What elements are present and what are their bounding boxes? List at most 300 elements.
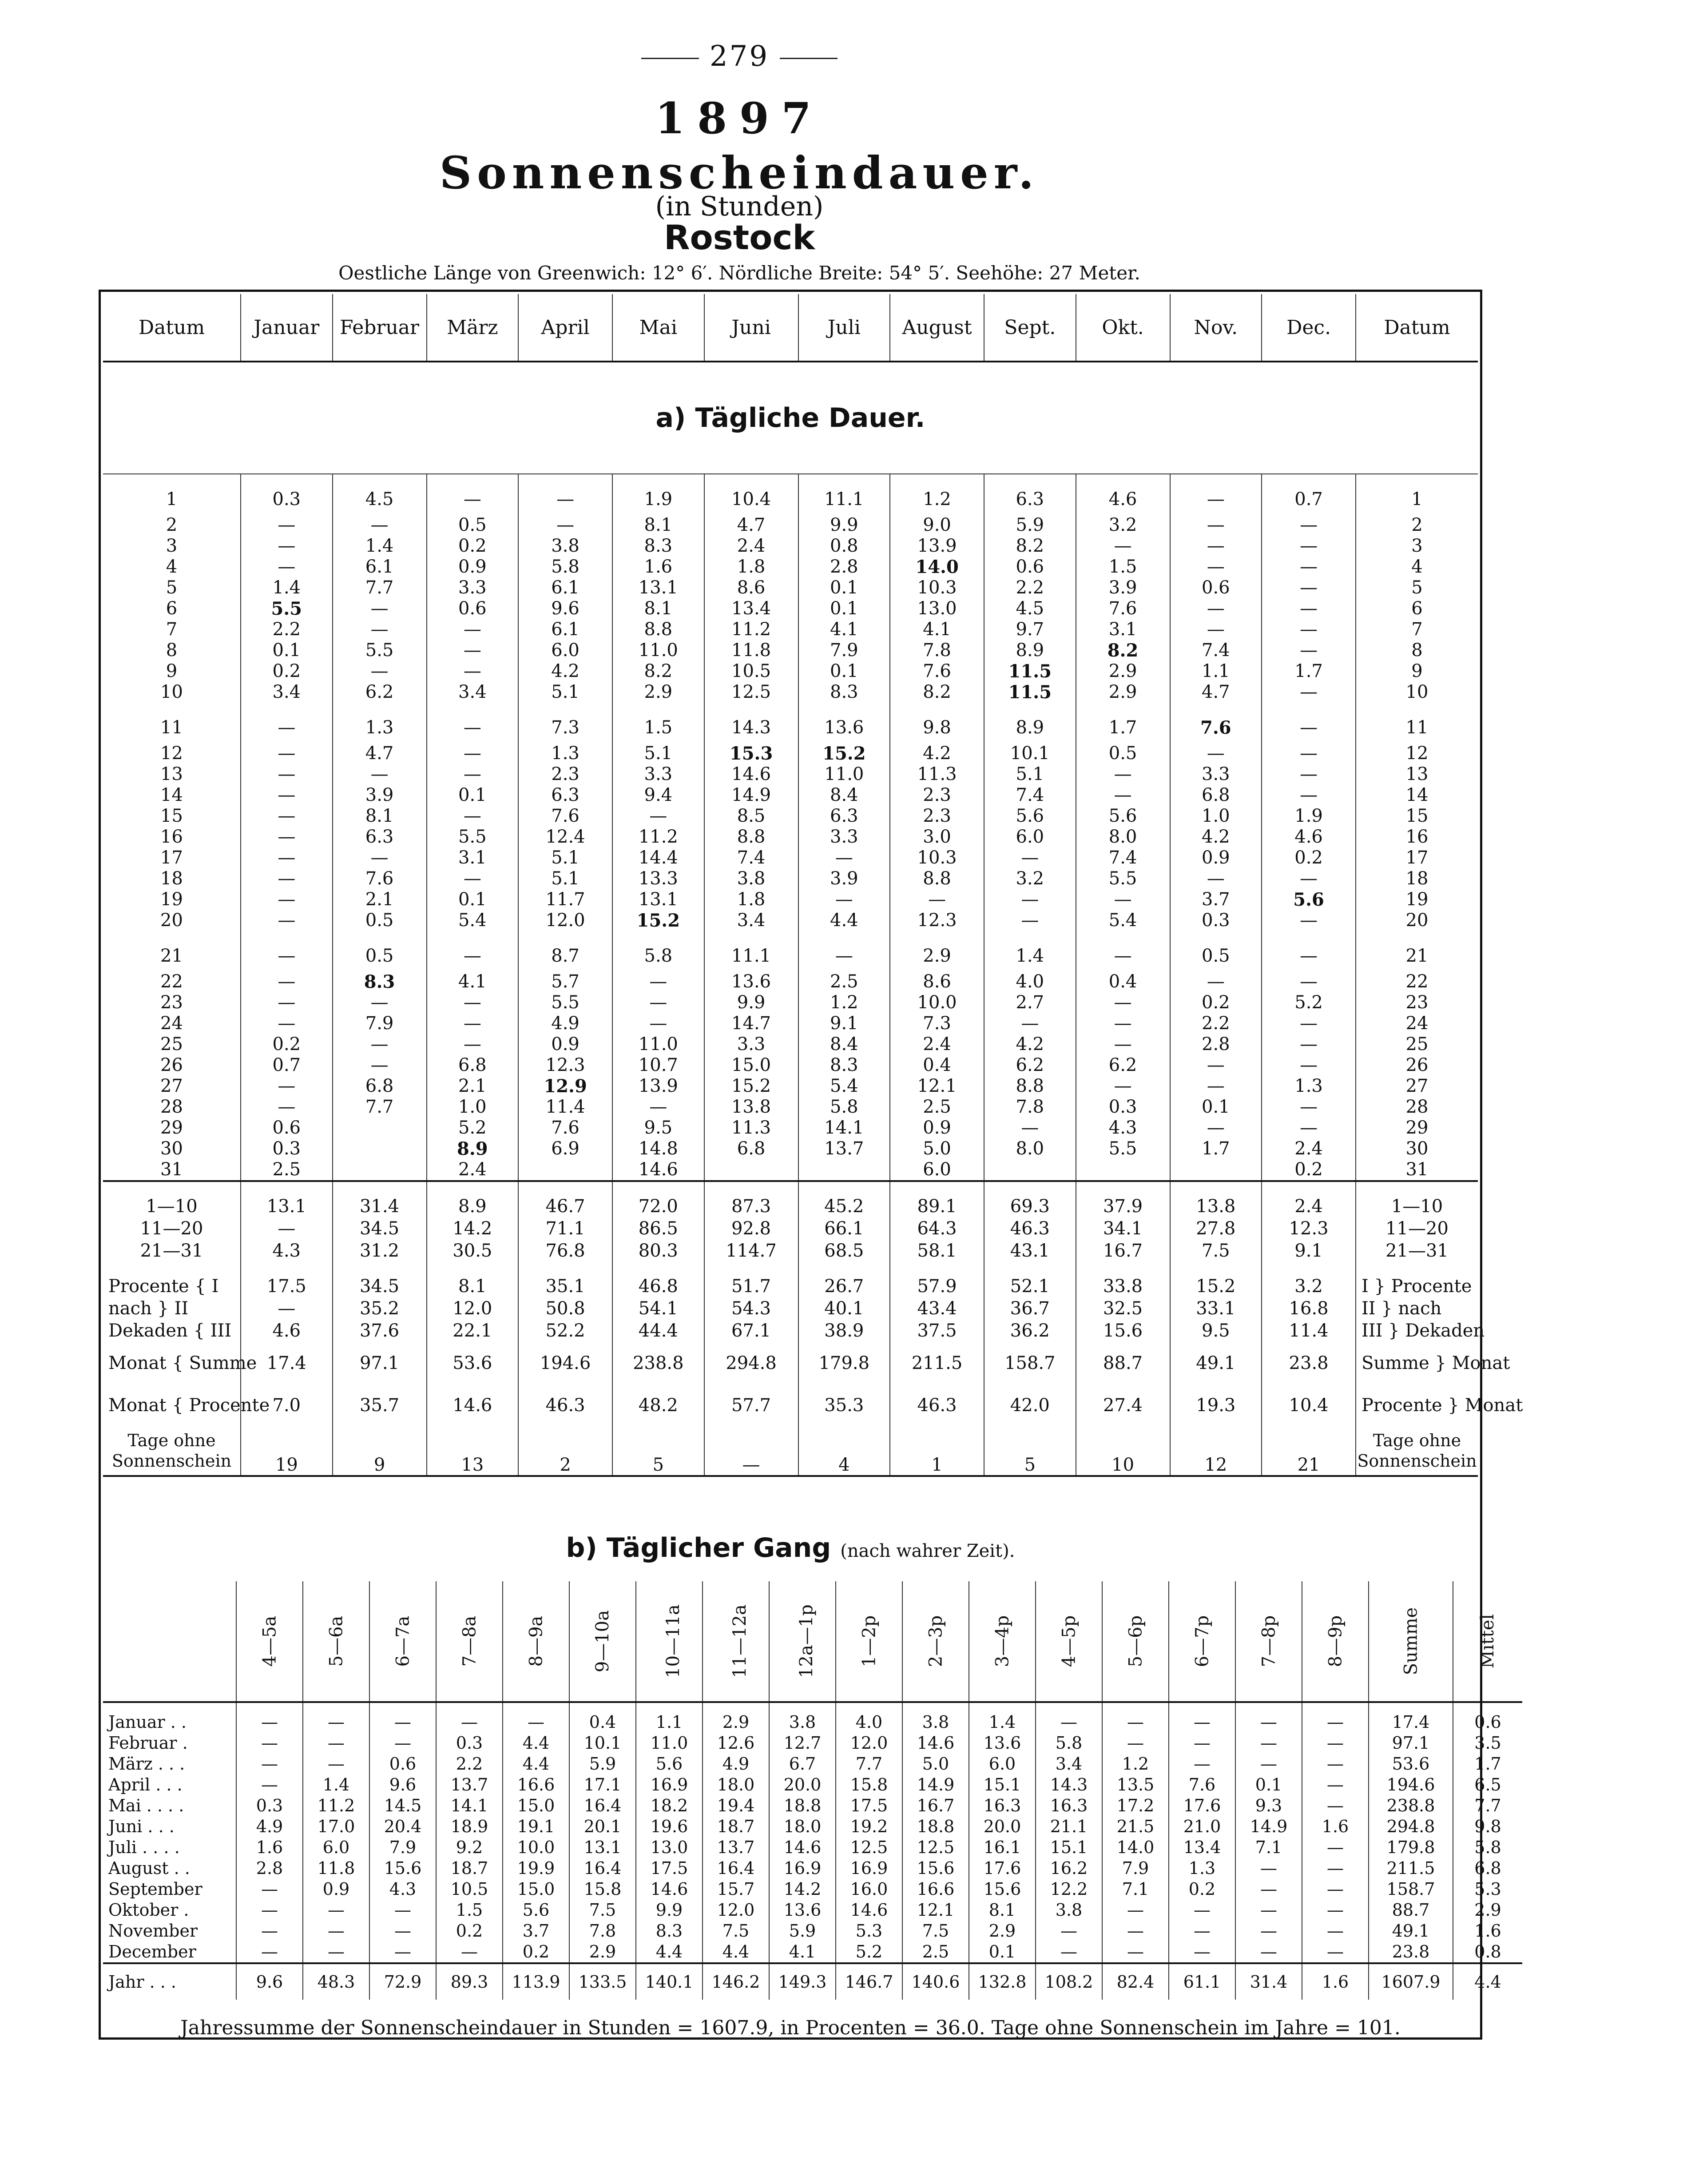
day-value: 3.4: [704, 910, 798, 931]
hourly-value: —: [1235, 1754, 1302, 1774]
hourly-value: —: [1302, 1754, 1369, 1774]
day-value: —: [427, 703, 519, 743]
hour-column-header: [1302, 1581, 1369, 1702]
monthly-sum: 53.6: [427, 1342, 519, 1384]
hourly-mean: 2.9: [1453, 1900, 1522, 1921]
hourly-sum: 17.4: [1369, 1702, 1453, 1733]
hourly-value: 17.6: [969, 1858, 1036, 1879]
decade-sum: 72.0: [612, 1181, 704, 1217]
hourly-month-row: [103, 1900, 1522, 1921]
day-row: [103, 992, 1478, 1013]
day-value: 1.7: [1076, 703, 1170, 743]
day-value: 1.7: [1170, 1138, 1262, 1159]
mittel-label: Mittel: [1477, 1614, 1498, 1669]
hourly-year-value: 31.4: [1235, 1963, 1302, 2000]
decade-sum: 66.1: [798, 1217, 890, 1240]
day-value: 12.0: [518, 910, 612, 931]
hourly-value: 7.8: [569, 1921, 636, 1941]
day-value: 4.1: [890, 619, 984, 640]
decade-percent: 15.6: [1076, 1320, 1170, 1342]
day-value: 14.3: [704, 703, 798, 743]
day-value: 10.4: [704, 474, 798, 515]
monthly-sum: 158.7: [984, 1342, 1076, 1384]
decade-percent: 34.5: [333, 1262, 427, 1297]
day-value: 8.1: [333, 806, 427, 827]
decade-percent: 26.7: [798, 1262, 890, 1297]
day-value: —: [241, 868, 333, 889]
hourly-year-value: 48.3: [303, 1963, 369, 2000]
decade-sum: 76.8: [518, 1240, 612, 1262]
hour-column-header: [1036, 1581, 1102, 1702]
day-value: —: [333, 847, 427, 868]
hourly-month-label: November: [108, 1921, 198, 1941]
hourly-value: 11.8: [303, 1858, 369, 1879]
day-value: 6.8: [704, 1138, 798, 1159]
hourly-value: 0.4: [569, 1702, 636, 1733]
day-number-right: 30: [1356, 1138, 1478, 1159]
hourly-year-value: 1607.9: [1369, 1963, 1453, 2000]
day-value: 3.4: [241, 682, 333, 703]
day-value: 6.2: [333, 682, 427, 703]
decade-sum: 80.3: [612, 1240, 704, 1262]
day-value: 8.4: [798, 785, 890, 806]
decade-percent: 36.2: [984, 1320, 1076, 1342]
hour-column-header: [1169, 1581, 1235, 1702]
hourly-value: 14.5: [369, 1795, 436, 1816]
hourly-value: 16.9: [836, 1858, 902, 1879]
day-value: —: [1170, 868, 1262, 889]
day-value: —: [1170, 1118, 1262, 1138]
hourly-sum: 238.8: [1369, 1795, 1453, 1816]
hourly-month-row: [103, 1774, 1522, 1795]
day-value: 2.2: [984, 577, 1076, 598]
day-value: 3.9: [798, 868, 890, 889]
day-value: —: [241, 931, 333, 971]
day-value: 7.7: [333, 1097, 427, 1118]
day-value: 0.6: [241, 1118, 333, 1138]
hour-label: 5—6p: [1125, 1615, 1146, 1667]
day-value: [333, 1138, 427, 1159]
day-value: —: [1262, 1055, 1356, 1076]
day-value: 5.8: [612, 931, 704, 971]
day-value: 3.3: [1170, 764, 1262, 785]
day-value: —: [427, 1034, 519, 1055]
day-value: 0.9: [427, 557, 519, 577]
day-value: 1.9: [612, 474, 704, 515]
day-value: 9.1: [798, 1013, 890, 1034]
day-value: [333, 1159, 427, 1181]
decade-sum: 34.5: [333, 1217, 427, 1240]
column-header-month: Okt.: [1076, 294, 1170, 362]
hour-column-header: [236, 1581, 303, 1702]
day-value: 10.1: [984, 743, 1076, 764]
decade-sum: 12.3: [1262, 1217, 1356, 1240]
hourly-year-value: 9.6: [236, 1963, 303, 2000]
hourly-value: 7.5: [703, 1921, 769, 1941]
decade-sum: 46.7: [518, 1181, 612, 1217]
day-value: 11.4: [518, 1097, 612, 1118]
day-number-right: 4: [1356, 557, 1478, 577]
decade-percent: 54.1: [612, 1297, 704, 1320]
day-number: 10: [160, 682, 183, 702]
day-number: 15: [160, 806, 183, 826]
day-value: 0.3: [1076, 1097, 1170, 1118]
day-value: 13.0: [890, 598, 984, 619]
day-value: 8.8: [984, 1076, 1076, 1097]
day-value: 12.5: [704, 682, 798, 703]
day-value: 3.3: [427, 577, 519, 598]
hourly-value: 4.0: [836, 1702, 902, 1733]
day-number-right: 6: [1356, 598, 1478, 619]
hourly-value: 12.0: [703, 1900, 769, 1921]
day-value: 0.1: [427, 785, 519, 806]
days-without-sun: 9: [333, 1426, 427, 1476]
day-value: 5.4: [1076, 910, 1170, 931]
decade-percent: 52.1: [984, 1262, 1076, 1297]
day-value: 6.1: [518, 577, 612, 598]
hourly-value: 16.3: [969, 1795, 1036, 1816]
decade-label: 21—31: [1356, 1240, 1478, 1262]
day-value: 1.8: [704, 889, 798, 910]
hourly-value: 3.8: [902, 1702, 969, 1733]
day-value: —: [1170, 619, 1262, 640]
day-value: 12.4: [518, 827, 612, 847]
hourly-value: 4.4: [636, 1941, 703, 1963]
summe-label: Summe: [1400, 1607, 1421, 1675]
hourly-value: —: [303, 1921, 369, 1941]
day-value: 9.7: [984, 619, 1076, 640]
day-value: —: [1076, 1076, 1170, 1097]
day-value: 2.3: [890, 785, 984, 806]
day-value: —: [1262, 971, 1356, 992]
day-value: 1.8: [704, 557, 798, 577]
hour-column-header: [436, 1581, 503, 1702]
day-value: —: [518, 515, 612, 536]
percent-label-right: III } Dekaden: [1356, 1320, 1478, 1342]
column-header-month: August: [890, 294, 984, 362]
hour-column-header: [836, 1581, 902, 1702]
day-value: 0.9: [1170, 847, 1262, 868]
hourly-value: —: [1169, 1900, 1235, 1921]
hourly-value: 13.6: [969, 1733, 1036, 1754]
day-value: 7.6: [333, 868, 427, 889]
day-value: —: [984, 847, 1076, 868]
day-value: 15.2: [612, 910, 704, 931]
hourly-value: 14.6: [836, 1900, 902, 1921]
day-value: 11.2: [612, 827, 704, 847]
hourly-value: —: [369, 1733, 436, 1754]
monthly-sum-label-right: Summe } Monat: [1356, 1342, 1478, 1384]
day-number-right: 15: [1356, 806, 1478, 827]
day-value: 8.3: [333, 971, 427, 992]
day-row: [103, 682, 1478, 703]
day-value: —: [1170, 971, 1262, 992]
day-number: 23: [160, 992, 183, 1013]
day-value: 5.1: [612, 743, 704, 764]
hourly-value: —: [236, 1733, 303, 1754]
day-value: —: [241, 847, 333, 868]
hourly-value: —: [303, 1702, 369, 1733]
day-value: 4.3: [1076, 1118, 1170, 1138]
hourly-value: 18.2: [636, 1795, 703, 1816]
day-number-right: 23: [1356, 992, 1478, 1013]
day-value: 2.5: [890, 1097, 984, 1118]
hourly-mean: 6.8: [1453, 1858, 1522, 1879]
hourly-value: 19.4: [703, 1795, 769, 1816]
hourly-value: 7.1: [1235, 1837, 1302, 1858]
day-number-right: 20: [1356, 910, 1478, 931]
day-value: 4.5: [333, 474, 427, 515]
hourly-value: 3.8: [1036, 1900, 1102, 1921]
page-title: Sonnenscheindauer.: [439, 147, 1040, 199]
day-value: —: [1262, 577, 1356, 598]
hourly-value: 16.9: [769, 1858, 836, 1879]
day-value: 14.6: [704, 764, 798, 785]
day-value: 0.1: [798, 661, 890, 682]
hourly-value: 16.6: [503, 1774, 569, 1795]
day-value: 15.2: [798, 743, 890, 764]
day-value: 0.2: [427, 536, 519, 557]
hourly-value: 12.2: [1036, 1879, 1102, 1900]
decade-percent: 16.8: [1262, 1297, 1356, 1320]
hourly-value: 6.7: [769, 1754, 836, 1774]
day-value: 5.8: [798, 1097, 890, 1118]
hourly-value: 14.6: [902, 1733, 969, 1754]
day-row: [103, 785, 1478, 806]
day-value: 12.9: [518, 1076, 612, 1097]
day-value: 0.3: [241, 474, 333, 515]
hourly-value: 10.5: [436, 1879, 503, 1900]
hour-column-header: [769, 1581, 836, 1702]
hourly-value: —: [369, 1900, 436, 1921]
day-value: 8.2: [1076, 640, 1170, 661]
hourly-value: 0.2: [1169, 1879, 1235, 1900]
column-header-month: Mai: [612, 294, 704, 362]
hourly-value: 14.1: [436, 1795, 503, 1816]
decade-percent: 32.5: [1076, 1297, 1170, 1320]
decade-sum: 69.3: [984, 1181, 1076, 1217]
decade-percent: 33.8: [1076, 1262, 1170, 1297]
hourly-year-value: 133.5: [569, 1963, 636, 2000]
day-value: 3.3: [704, 1034, 798, 1055]
column-header-month: Dec.: [1262, 294, 1356, 362]
monthly-percent: 46.3: [518, 1384, 612, 1426]
day-value: 2.4: [427, 1159, 519, 1181]
decade-sum: 64.3: [890, 1217, 984, 1240]
day-value: 1.5: [1076, 557, 1170, 577]
day-value: 15.0: [704, 1055, 798, 1076]
hourly-year-label: Jahr . . .: [103, 1963, 236, 2000]
days-without-sun-label-right: Tage ohne Sonnenschein: [1356, 1426, 1478, 1476]
days-without-sun-label: Tage ohne Sonnenschein: [103, 1426, 241, 1476]
monthly-percent: 7.0: [241, 1384, 333, 1426]
day-value: 8.2: [612, 661, 704, 682]
hourly-value: 8.3: [636, 1921, 703, 1941]
decade-sum: 43.1: [984, 1240, 1076, 1262]
hourly-mean: 6.5: [1453, 1774, 1522, 1795]
day-row: [103, 971, 1478, 992]
decade-percent: 35.2: [333, 1297, 427, 1320]
hour-label: 10—11a: [663, 1604, 683, 1678]
day-value: —: [333, 1055, 427, 1076]
column-header-month: April: [518, 294, 612, 362]
day-value: —: [1262, 640, 1356, 661]
day-value: 5.5: [427, 827, 519, 847]
daily-duration-table: [103, 294, 1523, 1477]
hourly-mean: 0.6: [1453, 1702, 1522, 1733]
day-value: 8.1: [612, 515, 704, 536]
hourly-value: 10.0: [503, 1837, 569, 1858]
hourly-sum: 23.8: [1369, 1941, 1453, 1963]
percent-label-left: nach } II: [108, 1298, 189, 1319]
day-value: 2.2: [1170, 1013, 1262, 1034]
day-number: 19: [160, 889, 183, 910]
hourly-value: —: [1235, 1858, 1302, 1879]
day-value: 3.1: [427, 847, 519, 868]
hour-label: 8—9p: [1325, 1615, 1346, 1667]
day-number: 12: [160, 743, 183, 764]
day-number: 8: [166, 640, 178, 660]
hourly-year-value: 89.3: [436, 1963, 503, 2000]
hourly-value: 16.7: [902, 1795, 969, 1816]
hourly-value: 17.5: [636, 1858, 703, 1879]
day-value: 8.3: [798, 682, 890, 703]
day-number-right: 17: [1356, 847, 1478, 868]
day-value: 6.8: [1170, 785, 1262, 806]
hourly-value: —: [1302, 1879, 1369, 1900]
day-value: 8.8: [612, 619, 704, 640]
day-value: 2.5: [241, 1159, 333, 1181]
day-value: —: [427, 992, 519, 1013]
day-value: 7.8: [890, 640, 984, 661]
days-without-sun: 2: [518, 1426, 612, 1476]
decade-sum: 31.2: [333, 1240, 427, 1262]
hourly-mean: 9.8: [1453, 1816, 1522, 1837]
hourly-value: 5.3: [836, 1921, 902, 1941]
day-value: 8.0: [1076, 827, 1170, 847]
hourly-value: 21.0: [1169, 1816, 1235, 1837]
decade-percent: 9.5: [1170, 1320, 1262, 1342]
hourly-value: —: [236, 1774, 303, 1795]
day-number: 11: [160, 717, 183, 738]
monthly-percent: 14.6: [427, 1384, 519, 1426]
hourly-value: 19.2: [836, 1816, 902, 1837]
day-value: —: [333, 515, 427, 536]
day-value: 0.2: [1262, 847, 1356, 868]
hourly-value: 4.9: [703, 1754, 769, 1774]
day-number: 26: [160, 1055, 183, 1075]
day-value: —: [1076, 1034, 1170, 1055]
day-row: [103, 1076, 1478, 1097]
decade-sum: 14.2: [427, 1217, 519, 1240]
day-value: 2.9: [1076, 661, 1170, 682]
hour-label: 1—2p: [858, 1615, 879, 1667]
day-value: —: [1262, 764, 1356, 785]
hourly-value: 0.3: [236, 1795, 303, 1816]
day-value: 6.8: [333, 1076, 427, 1097]
day-value: 2.3: [518, 764, 612, 785]
day-row: [103, 1055, 1478, 1076]
day-value: —: [1262, 785, 1356, 806]
day-value: 14.1: [798, 1118, 890, 1138]
day-value: 7.4: [704, 847, 798, 868]
hourly-value: 3.8: [769, 1702, 836, 1733]
day-value: —: [241, 536, 333, 557]
hourly-value: 18.7: [703, 1816, 769, 1837]
hourly-value: 13.1: [569, 1837, 636, 1858]
day-number: 17: [160, 847, 183, 868]
day-number-right: 24: [1356, 1013, 1478, 1034]
hourly-month-label: Mai . . . .: [108, 1796, 184, 1815]
day-value: 4.1: [798, 619, 890, 640]
day-value: —: [427, 661, 519, 682]
hourly-mean: 3.5: [1453, 1733, 1522, 1754]
day-value: —: [1262, 619, 1356, 640]
day-value: 13.6: [704, 971, 798, 992]
day-value: 3.8: [704, 868, 798, 889]
hourly-value: 5.9: [569, 1754, 636, 1774]
monthly-percent: 27.4: [1076, 1384, 1170, 1426]
decade-percent: 54.3: [704, 1297, 798, 1320]
hourly-value: 2.5: [902, 1941, 969, 1963]
hourly-value: 5.6: [636, 1754, 703, 1774]
days-without-sun: 21: [1262, 1426, 1356, 1476]
decade-sum: 34.1: [1076, 1217, 1170, 1240]
section-a-title: a) Tägliche Dauer.: [103, 362, 1478, 474]
hourly-value: 7.5: [902, 1921, 969, 1941]
day-value: 9.5: [612, 1118, 704, 1138]
percent-label-right: II } nach: [1356, 1297, 1478, 1320]
day-value: —: [1262, 1034, 1356, 1055]
column-header-month: März: [427, 294, 519, 362]
hourly-value: 21.5: [1102, 1816, 1169, 1837]
hourly-value: 14.6: [636, 1879, 703, 1900]
hourly-value: 16.3: [1036, 1795, 1102, 1816]
day-value: 3.7: [1170, 889, 1262, 910]
day-row: [103, 474, 1478, 515]
day-value: 8.0: [984, 1138, 1076, 1159]
decade-percent: 52.2: [518, 1320, 612, 1342]
day-value: 7.4: [1076, 847, 1170, 868]
day-value: 3.8: [518, 536, 612, 557]
hour-label: 6—7p: [1191, 1615, 1212, 1667]
decade-label: 21—31: [140, 1241, 203, 1261]
day-value: —: [612, 992, 704, 1013]
day-number: 9: [166, 661, 178, 681]
hourly-value: 0.2: [436, 1921, 503, 1941]
day-number: 6: [166, 598, 178, 619]
hourly-month-row: [103, 1733, 1522, 1754]
day-value: 5.1: [518, 847, 612, 868]
decade-percent: 57.9: [890, 1262, 984, 1297]
day-value: 7.3: [890, 1013, 984, 1034]
day-value: 6.0: [518, 640, 612, 661]
days-without-sun: —: [704, 1426, 798, 1476]
hourly-value: —: [303, 1754, 369, 1774]
hourly-value: 15.6: [369, 1858, 436, 1879]
day-value: 4.2: [890, 743, 984, 764]
day-value: —: [984, 1118, 1076, 1138]
day-value: 0.1: [798, 598, 890, 619]
day-value: 10.0: [890, 992, 984, 1013]
day-row: [103, 661, 1478, 682]
hourly-year-value: 4.4: [1453, 1963, 1522, 2000]
hour-column-header: [902, 1581, 969, 1702]
day-value: —: [1262, 1097, 1356, 1118]
hourly-value: 14.9: [902, 1774, 969, 1795]
decade-sum: 86.5: [612, 1217, 704, 1240]
day-value: —: [1262, 703, 1356, 743]
